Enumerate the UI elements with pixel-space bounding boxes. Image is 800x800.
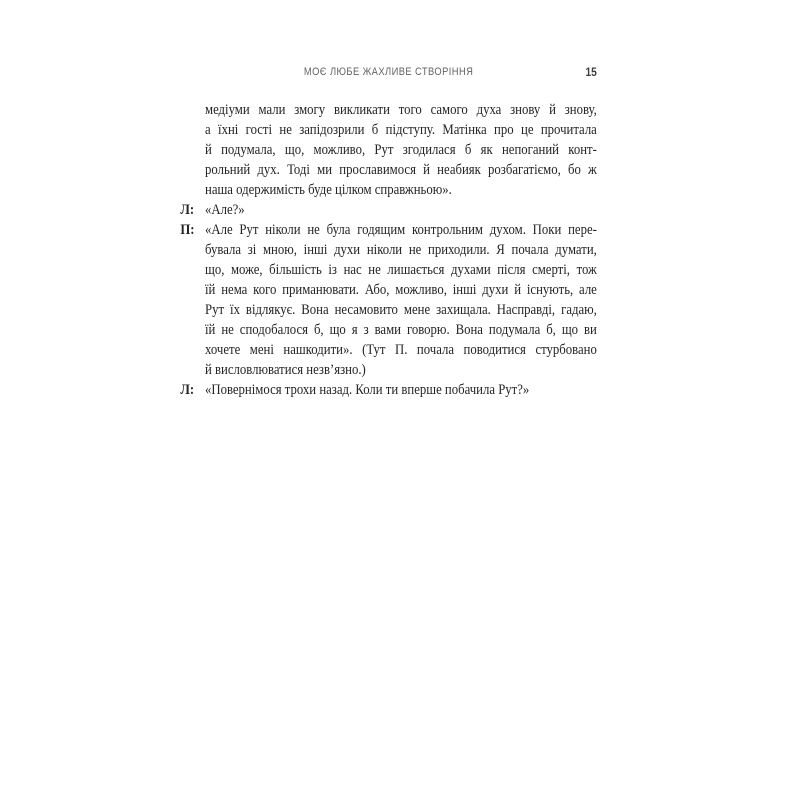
text-line: Рут їх відлякує. Вона несамовито мене захищала. Насправді, гадаю, [205,302,597,318]
block-lines [205,220,597,380]
dialogue-block [180,200,596,220]
block-lines [205,200,597,220]
text-line: медіуми мали змогу викликати того самого духа знову й знову, [205,102,597,118]
running-title: МОЄ ЛЮБЕ ЖАХЛИВЕ СТВОРІННЯ [303,66,474,78]
text-line: «Повернімося трохи назад. Коли ти вперше побачила Рут?» [205,382,530,398]
dialogue-block [180,220,596,380]
text-line: «Але Рут ніколи не була годящим контрольним духом. Поки пере- [205,222,597,238]
text-line: наша одержимість буде цілком справжньою». [205,182,452,198]
speaker-label: Л: [180,382,195,398]
text-line: й висловлюватися незв’язно.) [205,362,366,378]
text-line: «Але?» [205,202,245,218]
text-line: й подумала, що, можливо, Рут згодилася б як непоганий конт- [205,142,597,158]
paragraph-block [205,100,597,200]
speaker-label: Л: [180,202,195,218]
text-line: що, може, більшість із нас не лишається духами після смерті, тож [205,262,597,278]
text-line: їй нема кого приманювати. Або, можливо, інші духи й існують, але [205,282,597,298]
block-lines [205,100,597,200]
page-content [180,64,597,400]
dialogue-block [180,380,596,400]
page-number: 15 [585,65,597,79]
block-lines [205,380,597,400]
text-line: а їхні гості не запідозрили б підступу. Матінка про це прочитала [205,122,597,138]
text-line: бувала зі мною, інші духи ніколи не приходили. Я почала думати, [205,242,597,258]
text-line: рольний дух. Тоді ми прославимося й неабияк розбагатіємо, бо ж [205,162,597,178]
text-line: хочете мені нашкодити». (Тут П. почала поводитися стурбовано [205,342,597,358]
text-line: їй не сподобалося б, що я з вами говорю. Вона подумала б, що ви [205,322,597,338]
page-header [180,64,596,80]
speaker-label: П: [180,222,195,238]
text-blocks [180,100,597,400]
